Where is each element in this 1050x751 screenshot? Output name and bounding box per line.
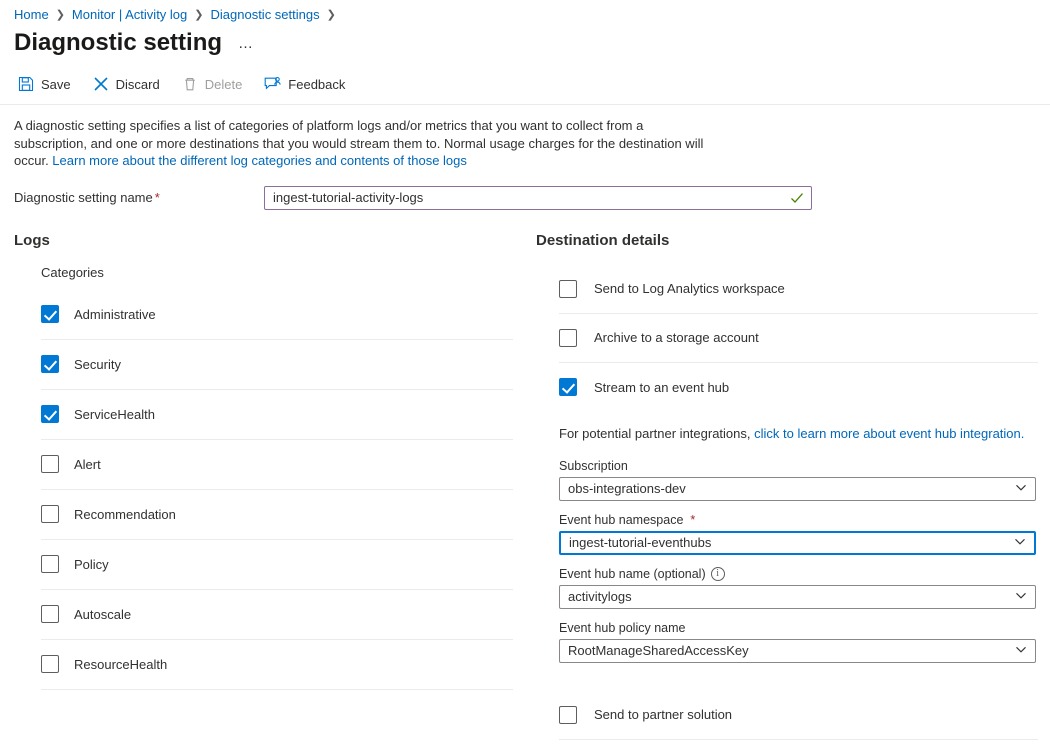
trash-icon [182, 76, 198, 92]
log-category-row[interactable] [41, 340, 513, 390]
save-label: Save [41, 76, 71, 92]
subscription-value: obs-integrations-dev [568, 481, 686, 496]
breadcrumb [0, 0, 1050, 22]
destination-section [522, 232, 1028, 740]
learn-more-link[interactable]: Learn more about the different log categories and contents of those logs [52, 153, 467, 168]
chevron-down-icon [1015, 481, 1027, 496]
logs-subheading: Categories [41, 264, 104, 280]
info-icon[interactable]: i [711, 567, 725, 581]
destination-option-storage-account[interactable] [559, 314, 1038, 363]
breadcrumb-item-monitor[interactable]: Monitor | Activity log [71, 7, 188, 22]
logs-heading: Logs [14, 231, 50, 249]
description-text [0, 105, 730, 170]
subscription-label [559, 459, 1038, 473]
discard-button[interactable] [93, 76, 160, 92]
name-label-text: Diagnostic setting name [14, 190, 153, 205]
save-icon [18, 76, 34, 92]
partner-note-text: For potential partner integrations, [559, 425, 755, 441]
event-hub-name-label [559, 567, 1038, 581]
breadcrumb-item-diagnostic-settings[interactable]: Diagnostic settings [210, 7, 320, 22]
checkbox-send-to-partner-solution[interactable] [559, 706, 577, 724]
log-category-list [41, 290, 513, 690]
event-hub-name-value: activitylogs [568, 589, 632, 604]
page-header [0, 22, 1050, 58]
event-hub-integration-link[interactable]: click to learn more about event hub integration. [754, 425, 1025, 441]
log-category-row[interactable] [41, 290, 513, 340]
field-event-hub-name [559, 567, 1038, 609]
field-subscription [559, 459, 1038, 501]
log-category-label: ResourceHealth [74, 656, 168, 672]
breadcrumb-separator-icon: ❯ [194, 9, 204, 21]
subscription-dropdown[interactable] [559, 477, 1036, 501]
chevron-down-icon [1015, 643, 1027, 658]
field-event-hub-policy-name [559, 621, 1038, 663]
checkbox-stream-to-event-hub[interactable] [559, 378, 577, 396]
destination-option-label: Send to Log Analytics workspace [594, 281, 785, 296]
destination-option-label: Stream to an event hub [594, 379, 730, 395]
delete-label: Delete [204, 76, 243, 92]
breadcrumb-separator-icon: ❯ [326, 9, 336, 21]
chevron-down-icon [1015, 589, 1027, 604]
log-category-label: Alert [74, 456, 101, 472]
log-category-label: Administrative [74, 306, 156, 322]
event-hub-namespace-label-text: Event hub namespace [559, 512, 684, 527]
event-hub-policy-name-dropdown[interactable] [559, 639, 1036, 663]
destination-option-event-hub[interactable] [559, 363, 1038, 412]
log-category-label: Policy [74, 556, 109, 572]
diagnostic-setting-name-input[interactable] [264, 186, 812, 210]
checkbox-servicehealth[interactable] [41, 405, 59, 423]
event-hub-name-dropdown[interactable] [559, 585, 1036, 609]
event-hub-policy-name-label-text: Event hub policy name [559, 620, 686, 635]
log-category-label: Autoscale [74, 606, 132, 622]
diagnostic-setting-name-row [0, 170, 1050, 210]
logs-section [14, 232, 522, 740]
field-event-hub-namespace [559, 513, 1038, 555]
feedback-icon [264, 76, 281, 92]
chevron-down-icon [1014, 535, 1026, 550]
checkbox-security[interactable] [41, 355, 59, 373]
log-category-row[interactable] [41, 440, 513, 490]
description-body: A diagnostic setting specifies a list of categories of platform logs and/or metrics that you want to collect from a subscription, and one or more destinations that you would stream them to. Normal usage charges for the destination will occur. [14, 118, 704, 168]
log-category-row[interactable] [41, 540, 513, 590]
event-hub-namespace-label [559, 513, 1038, 527]
delete-button [182, 76, 243, 92]
checkbox-recommendation[interactable] [41, 505, 59, 523]
diagnostic-setting-name-input-wrapper [264, 186, 812, 210]
log-category-row[interactable] [41, 590, 513, 640]
destination-option-partner-solution[interactable] [559, 691, 1038, 740]
log-category-row[interactable] [41, 640, 513, 690]
log-category-label: Security [74, 356, 121, 372]
destination-option-label: Archive to a storage account [594, 330, 759, 345]
checkbox-resourcehealth[interactable] [41, 655, 59, 673]
log-category-label: ServiceHealth [74, 406, 155, 422]
event-hub-policy-name-label [559, 621, 1038, 635]
subscription-label-text: Subscription [559, 458, 628, 473]
destination-option-label: Send to partner solution [594, 707, 733, 722]
required-indicator: * [154, 190, 160, 205]
checkbox-send-to-log-analytics[interactable] [559, 280, 577, 298]
log-category-row[interactable] [41, 390, 513, 440]
event-hub-namespace-dropdown[interactable] [559, 531, 1036, 555]
breadcrumb-item-home[interactable]: Home [14, 7, 49, 22]
save-button[interactable] [18, 76, 71, 92]
feedback-button[interactable] [264, 76, 345, 92]
checkbox-policy[interactable] [41, 555, 59, 573]
breadcrumb-separator-icon: ❯ [55, 9, 65, 21]
more-options-button[interactable]: … [238, 35, 255, 52]
log-category-label: Recommendation [74, 506, 176, 522]
required-indicator: * [690, 512, 696, 527]
event-hub-name-label-text: Event hub name (optional) [559, 566, 706, 581]
event-hub-settings [559, 412, 1038, 663]
checkbox-administrative[interactable] [41, 305, 59, 323]
destination-option-log-analytics[interactable] [559, 265, 1038, 314]
checkbox-archive-to-storage[interactable] [559, 329, 577, 347]
close-icon [93, 76, 109, 92]
main-content [0, 210, 1050, 740]
event-hub-namespace-value: ingest-tutorial-eventhubs [569, 535, 712, 550]
page-title: Diagnostic setting [14, 29, 223, 56]
checkbox-autoscale[interactable] [41, 605, 59, 623]
command-bar [0, 58, 1050, 105]
discard-label: Discard [115, 76, 160, 92]
diagnostic-setting-name-label [14, 190, 264, 205]
log-category-row[interactable] [41, 490, 513, 540]
feedback-label: Feedback [288, 76, 346, 92]
checkbox-alert[interactable] [41, 455, 59, 473]
destination-heading: Destination details [536, 231, 670, 249]
partner-integration-note [559, 426, 1038, 441]
event-hub-policy-name-value: RootManageSharedAccessKey [568, 643, 749, 658]
